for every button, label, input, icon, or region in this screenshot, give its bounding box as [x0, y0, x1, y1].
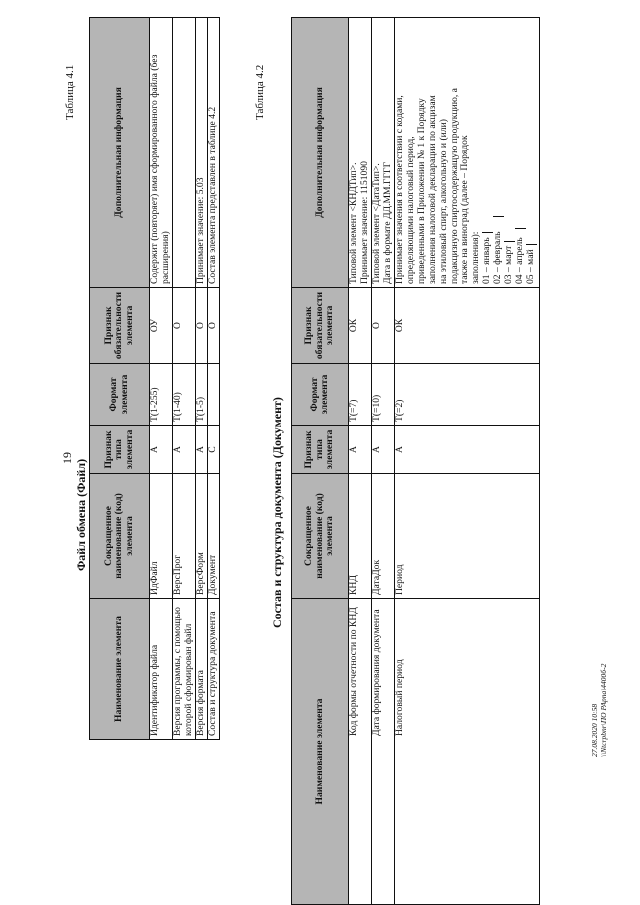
- info-line: Принимает значение: 1151090: [358, 161, 370, 284]
- table2-label: Таблица 4.2: [254, 64, 266, 120]
- period-code: 04 – апрель: [515, 21, 526, 284]
- table2-header-cell: Признак обязательности элемента: [292, 288, 349, 364]
- table-cell: О: [173, 288, 196, 364]
- table-cell: Версия программы, с помощью которой сформирован файл: [173, 599, 196, 740]
- table-cell: ОУ: [150, 288, 173, 364]
- table1-header-cell: Признак обязательности элемента: [90, 288, 150, 364]
- table-row: [173, 18, 196, 740]
- table1-header-cell: Наименование элемента: [90, 599, 150, 740]
- info-line: приведенными в Приложении № 1 к Порядку: [415, 98, 427, 284]
- footer-stamp: [590, 664, 608, 757]
- table-row: [196, 18, 208, 740]
- table-cell: T(=2): [395, 364, 540, 426]
- info-line: Дата в формате ДД.ММ.ГГГГ: [381, 161, 393, 284]
- info-line: Принимает значения в соответствии с кодами,: [394, 95, 405, 284]
- table-cell: О: [372, 288, 395, 364]
- info-line: определяющими налоговый период,: [404, 136, 416, 284]
- table-cell: Код формы отчетности по КНД: [349, 599, 372, 905]
- table-cell: О: [208, 288, 220, 364]
- table-cell: Налоговый период: [395, 599, 540, 905]
- table-cell: А: [395, 426, 540, 474]
- table-cell: Версия формата: [196, 599, 208, 740]
- table1-label: Таблица 4.1: [64, 64, 76, 120]
- table-row: [372, 18, 395, 905]
- table-row: [150, 18, 173, 740]
- table-cell: T(1-5): [196, 364, 208, 426]
- info-line: Типовой элемент <КНДТип>.: [348, 162, 359, 284]
- info-line: подакцизную спиртосодержащую продукцию, а: [448, 88, 460, 284]
- table1-header-row: [90, 18, 150, 740]
- table-cell: T(=7): [349, 364, 372, 426]
- table1-header-cell: Признак типа элемента: [90, 426, 150, 474]
- table2-header-cell: Формат элемента: [292, 364, 349, 426]
- period-code: 02 – февраль: [493, 21, 504, 284]
- table-cell: Состав элемента представлен в таблице 4.2: [208, 18, 220, 288]
- table-cell: С: [208, 426, 220, 474]
- table-cell: ИдФайл: [150, 474, 173, 599]
- table1-header-cell: Формат элемента: [90, 364, 150, 426]
- table-cell: [173, 18, 196, 288]
- table-cell: ВерсПрог: [173, 474, 196, 599]
- table-row: [395, 18, 540, 905]
- table-cell: T(1-255): [150, 364, 173, 426]
- table-cell: Идентификатор файла: [150, 599, 173, 740]
- table-cell: T(=10): [372, 364, 395, 426]
- table-cell: [395, 18, 540, 288]
- table-cell: Принимает значение: 5.03: [196, 18, 208, 288]
- table-cell: Состав и структура документа: [208, 599, 220, 740]
- table1: [89, 17, 220, 740]
- table-cell: ОК: [349, 288, 372, 364]
- table-cell: О: [196, 288, 208, 364]
- table2-header-cell: Сокращенное наименование (код) элемента: [292, 474, 349, 599]
- table-cell: КНД: [349, 474, 372, 599]
- period-code: 03 – март: [504, 21, 515, 284]
- table-cell: ВерсФорм: [196, 474, 208, 599]
- info-line: Типовой элемент <ДатаТип>.: [371, 163, 382, 284]
- table-cell: [349, 18, 372, 288]
- table-cell: Дата формирования документа: [372, 599, 395, 905]
- info-line: заполнения налоговой декларации по акцизам: [426, 95, 438, 284]
- table2-header-cell: Признак типа элемента: [292, 426, 349, 474]
- info-line: на этиловый спирт, алкогольную и (или): [437, 119, 449, 284]
- table-cell: Документ: [208, 474, 220, 599]
- table-cell: А: [173, 426, 196, 474]
- table-cell: ОК: [395, 288, 540, 364]
- footer-path: \\Ntcrpbnr\ПО РАрпа\4400б-2: [599, 663, 608, 757]
- footer-timestamp: 27.08.2020 10:58: [590, 703, 599, 757]
- table-cell: А: [150, 426, 173, 474]
- table1-header-cell: Сокращенное наименование (код) элемента: [90, 474, 150, 599]
- period-code: 01 – январь: [482, 21, 493, 284]
- table-cell: T(1-40): [173, 364, 196, 426]
- table-row: [208, 18, 220, 740]
- table2-header-row: [292, 18, 349, 905]
- table-cell: [208, 364, 220, 426]
- info-line: также на виноград (далее – Порядок: [459, 135, 471, 284]
- table-row: [349, 18, 372, 905]
- table2-title: Состав и структура документа (Документ): [270, 397, 284, 628]
- period-code: 05 – май: [526, 21, 537, 284]
- table-cell: ДатаДок: [372, 474, 395, 599]
- table-cell: А: [372, 426, 395, 474]
- table2-header-cell: Наименование элемента: [292, 599, 349, 905]
- table-cell: Содержит (повторяет) имя сформированного файла (без расширения): [150, 18, 173, 288]
- table-cell: [372, 18, 395, 288]
- page-number: 19: [60, 452, 74, 464]
- table1-title: Файл обмена (Файл): [74, 458, 88, 571]
- table-cell: А: [196, 426, 208, 474]
- info-line: заполнения):: [470, 231, 482, 284]
- table1-header-cell: Дополнительная информация: [90, 18, 150, 288]
- table2-header-cell: Дополнительная информация: [292, 18, 349, 288]
- table-cell: А: [349, 426, 372, 474]
- table2: [291, 17, 540, 905]
- table-cell: Период: [395, 474, 540, 599]
